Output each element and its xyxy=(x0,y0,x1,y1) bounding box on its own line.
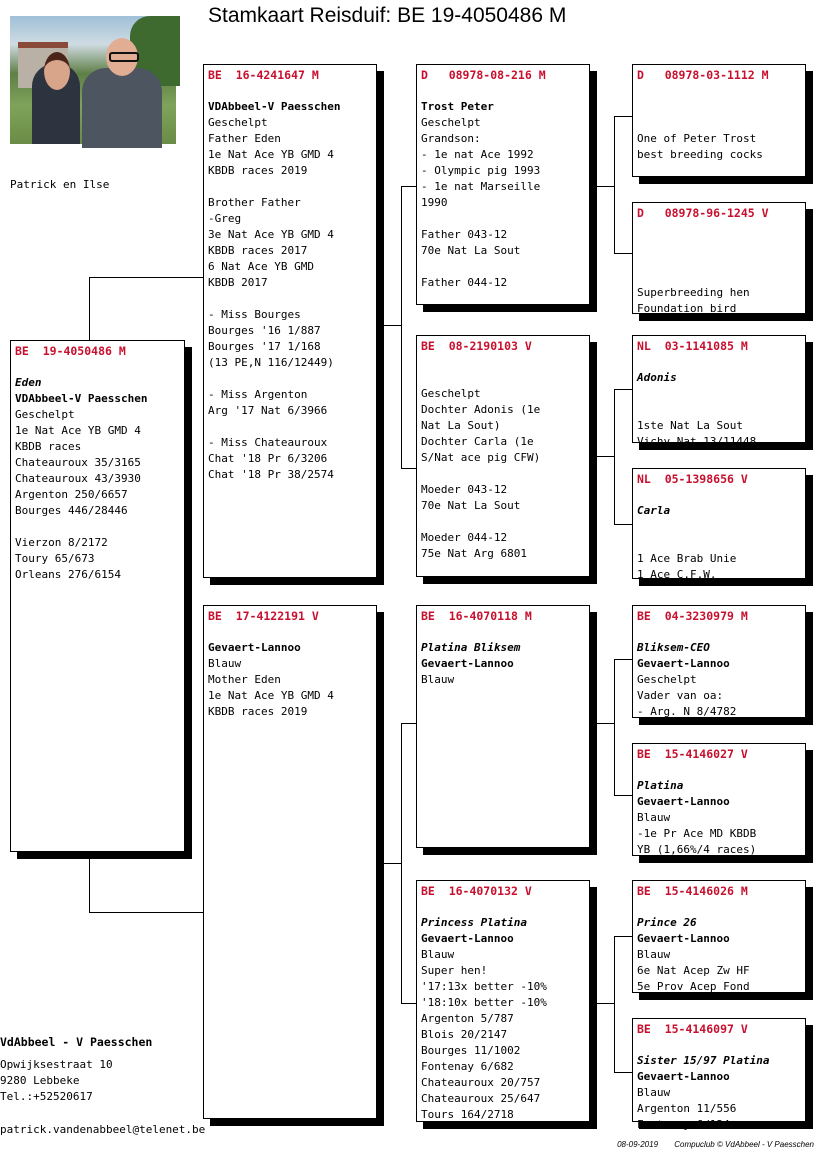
info-line: 6e Nat Acep Zw HF xyxy=(637,964,750,977)
info-line: Dochter Carla (1e xyxy=(421,435,534,448)
connector-line xyxy=(614,936,615,1072)
owner-street: Opwijksestraat 10 xyxy=(0,1058,113,1071)
ring-number: D 08978-03-1112 M xyxy=(637,68,769,82)
pigeon-name: Adonis xyxy=(637,371,677,384)
breeder-name: Trost Peter xyxy=(421,100,494,113)
connector-line xyxy=(614,389,633,390)
connector-line xyxy=(614,524,633,525)
info-line: 6 Nat Ace YB GMD xyxy=(208,260,314,273)
info-line: -1e Pr Ace MD KBDB xyxy=(637,827,757,840)
connector-line xyxy=(590,186,614,187)
pigeon-card-ff-sire[interactable] xyxy=(632,64,806,177)
info-line: KBDB races 2019 xyxy=(208,705,308,718)
info-line: KBDB races xyxy=(15,440,82,453)
footer-date: 08-09-2019 xyxy=(617,1140,659,1149)
connector-line xyxy=(401,186,402,468)
ring-number: BE 16-4070132 V xyxy=(421,884,532,898)
ring-number: BE 15-4146026 M xyxy=(637,884,748,898)
info-line: Nat La Sout) xyxy=(421,419,501,432)
info-line: 70e Nat La Sout xyxy=(421,244,521,257)
pigeon-card-mm-sire[interactable] xyxy=(632,880,806,993)
page-title: Stamkaart Reisduif: BE 19-4050486 M xyxy=(208,4,567,27)
info-line: - Arg. N 8/4782 xyxy=(637,705,737,718)
pigeon-name: Prince 26 xyxy=(637,916,697,929)
info-line: Father 043-12 xyxy=(421,228,508,241)
info-line: Geschelpt xyxy=(15,408,75,421)
breeder-name: Gevaert-Lannoo xyxy=(421,657,514,670)
ring-number: D 08978-96-1245 V xyxy=(637,206,769,220)
connector-line xyxy=(614,116,633,117)
info-line: KBDB 2017 xyxy=(208,276,268,289)
info-line: (13 PE,N 116/12449) xyxy=(208,356,334,369)
info-line: Blauw xyxy=(421,948,455,961)
pigeon-card-father-sire[interactable] xyxy=(416,64,590,305)
info-line: Blois 20/2147 xyxy=(421,1028,508,1041)
pigeon-name: Bliksem-CEO xyxy=(637,641,710,654)
info-line xyxy=(637,99,801,115)
info-line: Blauw xyxy=(208,657,242,670)
owner-name: VdAbbeel - V Paesschen xyxy=(0,1035,153,1049)
info-line: Chateauroux 35/3165 xyxy=(15,456,141,469)
owner-photo xyxy=(10,16,176,144)
connector-line xyxy=(614,936,633,937)
connector-line xyxy=(401,468,417,469)
pigeon-card-father[interactable] xyxy=(203,64,377,578)
info-line: 1e Nat Ace YB GMD 4 xyxy=(15,424,141,437)
info-line: Dochter Adonis (1e xyxy=(421,403,541,416)
connector-line xyxy=(614,795,633,796)
info-line: Geschelpt xyxy=(421,387,481,400)
info-line: Moeder 044-12 xyxy=(421,531,508,544)
pigeon-name: Platina Bliksem xyxy=(421,641,521,654)
info-line: Argenton 5/787 xyxy=(421,1012,514,1025)
pigeon-name: Platina xyxy=(637,779,684,792)
info-line xyxy=(637,237,801,253)
connector-line xyxy=(614,659,615,795)
info-line xyxy=(208,419,372,435)
info-line: One of Peter Trost xyxy=(637,132,757,145)
info-line: Geschelpt xyxy=(637,673,697,686)
info-line xyxy=(15,519,180,535)
connector-line xyxy=(89,277,90,340)
info-line: Argenton 250/6657 xyxy=(15,488,128,501)
info-line: Blauw xyxy=(637,811,671,824)
pigeon-card-subject[interactable] xyxy=(10,340,185,852)
info-line: Tours 164/2718 xyxy=(421,1108,514,1121)
info-line: Father 044-12 xyxy=(421,276,508,289)
ring-number: BE 08-2190103 V xyxy=(421,339,532,353)
info-line: 1990 xyxy=(421,196,448,209)
info-line xyxy=(637,535,801,551)
info-line: 5e Prov Acep Fond xyxy=(637,980,750,993)
info-line: Superbreeding hen xyxy=(637,286,750,299)
info-line: best breeding cocks xyxy=(637,148,763,161)
pigeon-card-fm-sire[interactable] xyxy=(632,335,806,448)
info-line xyxy=(637,386,801,402)
info-line: Chateauroux 43/3930 xyxy=(15,472,141,485)
connector-line xyxy=(377,325,401,326)
footer-credit: Compuclub © VdAbbeel - V Paesschen xyxy=(674,1140,814,1149)
owner-phone: Tel.:+52520617 xyxy=(0,1090,93,1103)
connector-line xyxy=(377,863,401,864)
breeder-name: Gevaert-Lannoo xyxy=(637,932,730,945)
info-line: 1 Ace Brab Unie xyxy=(637,552,737,565)
info-line xyxy=(637,269,801,285)
ring-number: BE 15-4146097 V xyxy=(637,1022,748,1036)
info-line: Foundation bird xyxy=(637,302,737,315)
info-line: Blauw xyxy=(421,673,455,686)
info-line xyxy=(637,402,801,418)
info-line: Bourges 11/1002 xyxy=(421,1044,521,1057)
info-line: Toury 65/673 xyxy=(15,552,95,565)
info-line: 75e Nat Arg 6801 xyxy=(421,547,527,560)
owner-city: 9280 Lebbeke xyxy=(0,1074,80,1087)
info-line: Mother Eden xyxy=(208,673,281,686)
info-line: Fontenay 6/124 xyxy=(637,1118,730,1131)
info-line xyxy=(208,291,372,307)
pigeon-card-mother[interactable] xyxy=(203,605,377,1119)
pigeon-name: Carla xyxy=(637,504,671,517)
info-line xyxy=(421,370,585,386)
pigeon-name: Eden xyxy=(15,376,42,389)
info-line: Geschelpt xyxy=(208,116,268,129)
info-line: Chat '18 Pr 6/3206 xyxy=(208,452,328,465)
info-line: - Miss Chateauroux xyxy=(208,436,328,449)
owner-email[interactable]: patrick.vandenabbeel@telenet.be xyxy=(0,1123,206,1136)
ring-number: BE 16-4241647 M xyxy=(208,68,319,82)
ring-number: NL 05-1398656 V xyxy=(637,472,748,486)
pigeon-card-ff-dam[interactable] xyxy=(632,202,806,314)
info-line: Super hen! xyxy=(421,964,488,977)
owner-contact xyxy=(0,1034,152,1105)
info-line: Moeder 043-12 xyxy=(421,483,508,496)
connector-line xyxy=(401,723,402,1003)
info-line: YB (1,66%/4 races) xyxy=(637,843,757,856)
info-line xyxy=(637,253,801,269)
info-line: 1 Ace C.F.W. xyxy=(637,568,717,581)
info-line: '17:13x better -10% xyxy=(421,980,547,993)
breeder-name: Gevaert-Lannoo xyxy=(637,795,730,808)
info-line: Blauw xyxy=(637,948,671,961)
info-line: Arg '17 Nat 6/3966 xyxy=(208,404,328,417)
breeder-name: Gevaert-Lannoo xyxy=(208,641,301,654)
info-line: - Miss Bourges xyxy=(208,308,301,321)
connector-line xyxy=(590,1003,614,1004)
connector-line xyxy=(401,723,417,724)
info-line: Vichy Nat 13/11448 xyxy=(637,435,757,448)
info-line: S/Nat ace pig CFW) xyxy=(421,451,541,464)
info-line: Chat '18 Pr 38/2574 xyxy=(208,468,334,481)
info-line: 1e Nat Ace YB GMD 4 xyxy=(208,689,334,702)
info-line: Vader van oa: xyxy=(637,689,724,702)
info-line: Chateauroux 20/757 xyxy=(421,1076,541,1089)
info-line xyxy=(208,179,372,195)
info-line: KBDB races 2017 xyxy=(208,244,308,257)
pigeon-name: Sister 15/97 Platina xyxy=(637,1054,770,1067)
pigeon-card-mother-dam[interactable] xyxy=(416,880,590,1122)
ring-number: BE 19-4050486 M xyxy=(15,344,126,358)
info-line: - 1e nat Ace 1992 xyxy=(421,148,534,161)
ring-number: BE 17-4122191 V xyxy=(208,609,319,623)
pigeon-card-mf-sire[interactable] xyxy=(632,605,806,718)
footer xyxy=(603,1140,814,1149)
info-line xyxy=(421,211,585,227)
connector-line xyxy=(614,1072,633,1073)
info-line: 1e Nat Ace YB GMD 4 xyxy=(208,148,334,161)
pigeon-card-father-dam[interactable] xyxy=(416,335,590,577)
breeder-name: VDAbbeel-V Paesschen xyxy=(15,392,148,405)
ring-number: NL 03-1141085 M xyxy=(637,339,748,353)
info-line: - 1e nat Marseille xyxy=(421,180,541,193)
pigeon-card-mf-dam[interactable] xyxy=(632,743,806,856)
ring-number: BE 15-4146027 V xyxy=(637,747,748,761)
info-line xyxy=(208,371,372,387)
pigeon-name: Princess Platina xyxy=(421,916,527,929)
breeder-name: Gevaert-Lannoo xyxy=(421,932,514,945)
info-line: Bourges '17 1/168 xyxy=(208,340,321,353)
info-line: Blauw xyxy=(637,1086,671,1099)
info-line: Chateauroux 25/647 xyxy=(421,1092,541,1105)
connector-line xyxy=(614,389,615,524)
info-line: Brother Father xyxy=(208,196,301,209)
connector-line xyxy=(401,186,417,187)
connector-line xyxy=(401,1003,417,1004)
info-line xyxy=(421,259,585,275)
pigeon-card-fm-dam[interactable] xyxy=(632,468,806,579)
info-line: '18:10x better -10% xyxy=(421,996,547,1009)
info-line xyxy=(421,466,585,482)
connector-line xyxy=(89,277,204,278)
info-line xyxy=(421,514,585,530)
info-line: Bourges '16 1/887 xyxy=(208,324,321,337)
info-line: Vierzon 8/2172 xyxy=(15,536,108,549)
ring-number: BE 04-3230979 M xyxy=(637,609,748,623)
info-line: 1ste Nat La Sout xyxy=(637,419,743,432)
info-line: Bourges 446/28446 xyxy=(15,504,128,517)
pigeon-card-mother-sire[interactable] xyxy=(416,605,590,848)
connector-line xyxy=(89,912,204,913)
info-line xyxy=(637,519,801,535)
info-line: Father Eden xyxy=(208,132,281,145)
info-line: -Greg xyxy=(208,212,242,225)
connector-line xyxy=(590,456,614,457)
pigeon-card-mm-dam[interactable] xyxy=(632,1018,806,1131)
connector-line xyxy=(89,853,90,912)
info-line: Geschelpt xyxy=(421,116,481,129)
ring-number: BE 16-4070118 M xyxy=(421,609,532,623)
info-line: 70e Nat La Sout xyxy=(421,499,521,512)
owner-caption: Patrick en Ilse xyxy=(10,178,110,191)
breeder-name: VDAbbeel-V Paesschen xyxy=(208,100,341,113)
breeder-name: Gevaert-Lannoo xyxy=(637,1070,730,1083)
info-line: 3e Nat Ace YB GMD 4 xyxy=(208,228,334,241)
info-line: Argenton 11/556 xyxy=(637,1102,737,1115)
info-line: Fontenay 6/682 xyxy=(421,1060,514,1073)
connector-line xyxy=(614,116,615,253)
info-line: Grandson: xyxy=(421,132,481,145)
info-line: - Olympic pig 1993 xyxy=(421,164,541,177)
connector-line xyxy=(614,659,633,660)
info-line: Orleans 276/6154 xyxy=(15,568,121,581)
connector-line xyxy=(614,253,633,254)
info-line: KBDB races 2019 xyxy=(208,164,308,177)
connector-line xyxy=(590,723,614,724)
info-line xyxy=(637,115,801,131)
info-line: - Miss Argenton xyxy=(208,388,308,401)
breeder-name: Gevaert-Lannoo xyxy=(637,657,730,670)
ring-number: D 08978-08-216 M xyxy=(421,68,546,82)
